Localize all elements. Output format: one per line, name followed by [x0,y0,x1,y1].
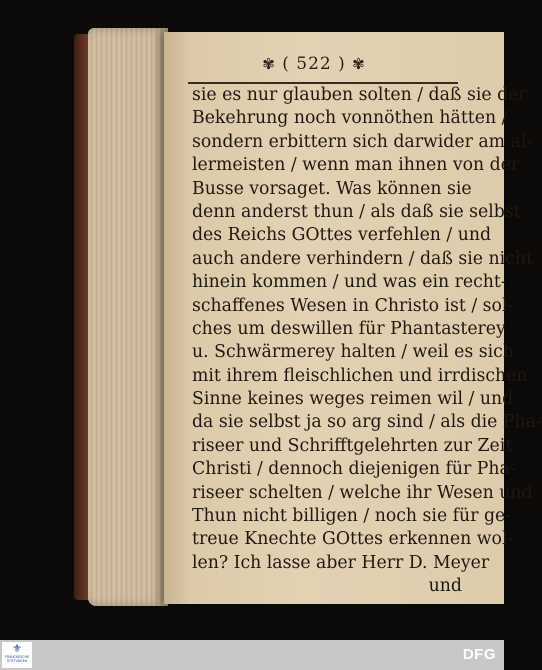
text-line: denn anderst thun / als daß sie selbst [192,201,521,222]
book [74,28,542,608]
text-line: Busse vorsaget. Was können sie [192,178,472,199]
text-line: schaffenes Wesen in Christo ist / sol- [192,295,514,316]
page-edges [88,28,168,606]
dfg-logo[interactable]: DFG [462,646,496,663]
ornament-left-icon: ✾ [262,55,276,73]
institution-logo[interactable] [2,642,32,668]
text-line: auch andere verhindern / daß sie nicht [192,248,533,269]
ornament-right-icon: ✾ [352,55,366,73]
body-text [192,84,542,599]
text-line: ches um deswillen für Phantasterey [192,318,506,339]
text-line: len? Ich lasse aber Herr D. Meyer [192,552,490,573]
page-number: ( 522 ) [282,54,346,74]
text-line: lermeisten / wenn man ihnen von der [192,155,520,176]
logo-caption: FRANCKESCHE STIFTUNGEN [4,655,30,663]
text-line: hinein kommen / und was ein recht- [192,272,507,293]
francke-logo-icon: ⚜ [12,642,22,655]
text-line: Sinne keines weges reimen wil / und [192,389,514,410]
text-line: mit ihrem fleischlichen und irrdischen [192,365,528,386]
page-header [164,54,464,74]
text-line: sie es nur glauben solten / daß sie der [192,85,527,105]
text-line: Christi / dennoch diejenigen für Pha- [192,459,516,480]
text-line: riseer schelten / welche ihr Wesen und [192,482,533,503]
text-line: riseer und Schrifftgelehrten zur Zeit [192,435,513,456]
text-line: Thun nicht billigen / noch sie für ge- [192,506,512,527]
catchword: und [428,576,462,597]
text-line: sondern erbittern sich darwider am al- [192,131,533,152]
viewer-footer [0,640,504,670]
text-line: Bekehrung noch vonnöthen hätten / [192,108,508,129]
text-line: des Reichs GOttes verfehlen / und [192,225,492,246]
text-line: treue Knechte GOttes erkennen wol- [192,529,514,550]
text-line: da sie selbst ja so arg sind / als die Pha- [192,412,542,433]
book-page [164,32,542,604]
text-line: u. Schwärmerey halten / weil es sich [192,342,514,363]
